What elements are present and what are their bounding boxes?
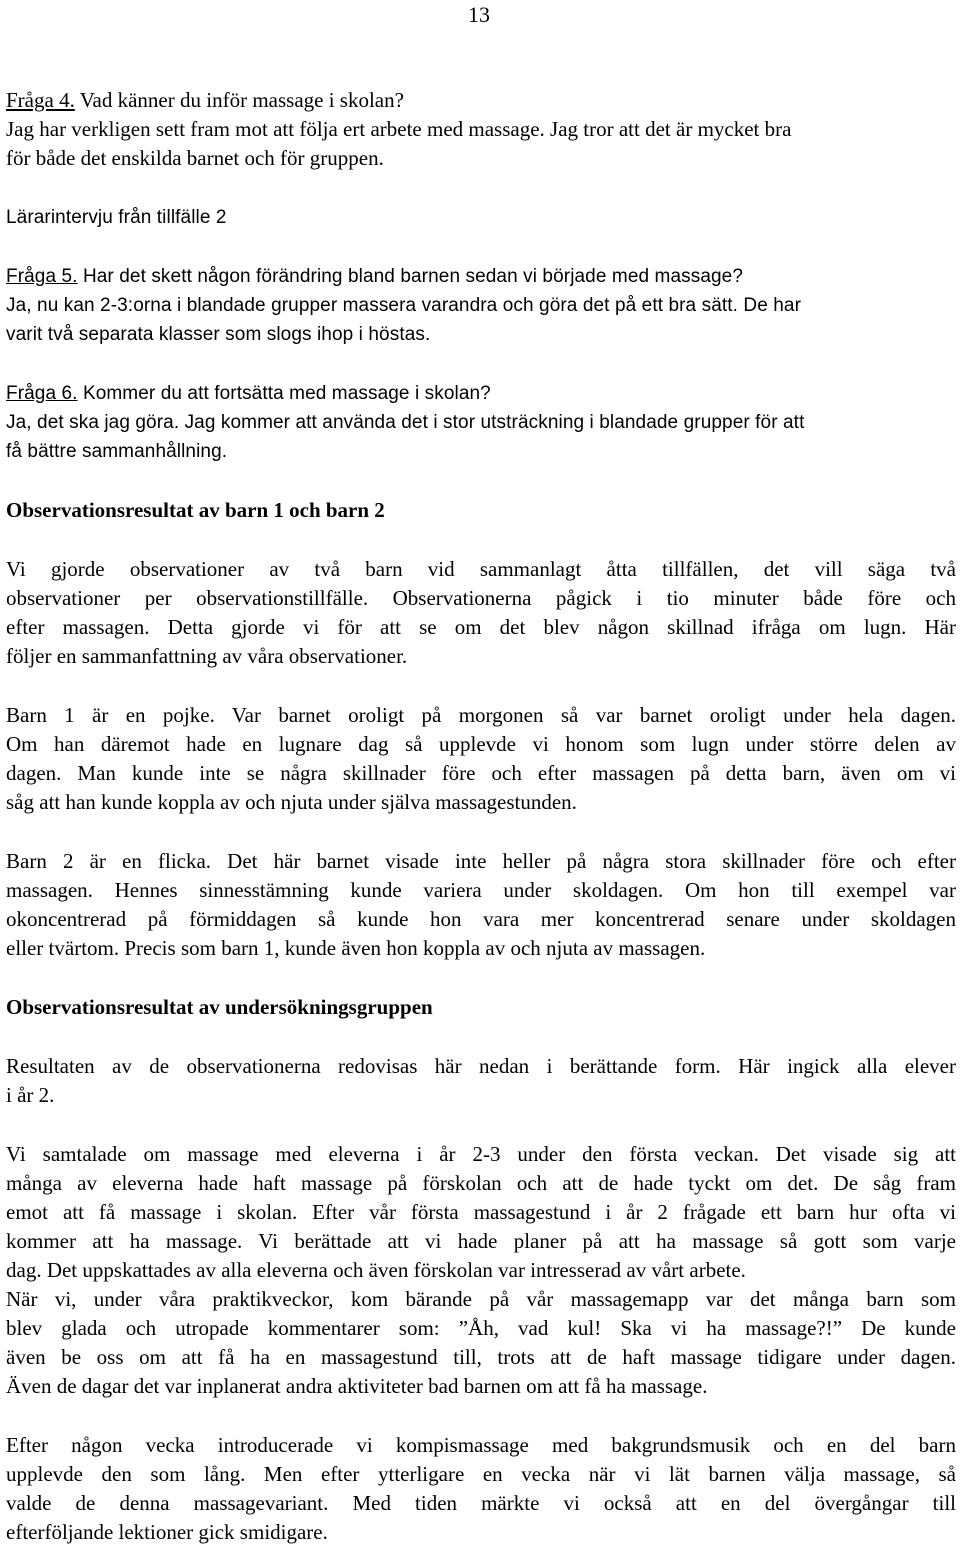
question-6-line <box>6 379 956 408</box>
question-6-label: Fråga 6. <box>6 383 78 404</box>
answer-line: Ja, nu kan 2-3:orna i blandade grupper massera varandra och göra det på ett bra sätt. De har <box>6 295 802 316</box>
section-1-paragraph-3 <box>6 847 956 963</box>
document-body <box>6 86 956 1547</box>
paragraph-line: följer en sammanfattning av våra observationer. <box>6 644 408 668</box>
question-5-text: Har det skett någon förändring bland barnen sedan vi började med massage? <box>77 266 743 287</box>
answer-line: Ja, det ska jag göra. Jag kommer att använda det i stor utsträckning i blandade grupper för att <box>6 412 805 433</box>
paragraph-line: Barn 2 är en flicka. Det här barnet visade inte heller på några stora skillnader före och efter <box>6 849 956 873</box>
answer-line: få bättre sammanhållning. <box>6 441 228 462</box>
paragraph-line: blev glada och utropade kommentarer som: ”Åh, vad kul! Ska vi ha massage?!” De kunde <box>6 1316 956 1340</box>
section-1-heading: Observationsresultat av barn 1 och barn 2 <box>6 498 385 522</box>
answer-line: varit två separata klasser som slogs ihop i höstas. <box>6 324 431 345</box>
paragraph-line: Vi gjorde observationer av två barn vid sammanlagt åtta tillfällen, det vill säga två <box>6 557 956 581</box>
question-5-line <box>6 262 956 291</box>
paragraph-line: När vi, under våra praktikveckor, kom bärande på vår massagemapp var det många barn som <box>6 1287 956 1311</box>
paragraph-line: Resultaten av de observationerna redovisas här nedan i berättande form. Här ingick alla elever <box>6 1054 956 1078</box>
question-4 <box>6 86 956 173</box>
paragraph-line: även be oss om att få ha en massagestund till, trots att de haft massage tidigare under dagen. <box>6 1345 956 1369</box>
page-number: 13 <box>468 2 490 27</box>
section-1-paragraph-2 <box>6 701 956 817</box>
question-4-label: Fråga 4. <box>6 88 75 112</box>
paragraph-line: massagen. Hennes sinnesstämning kunde variera under skoldagen. Om hon till exempel var <box>6 878 956 902</box>
paragraph-line: valde de denna massagevariant. Med tiden märkte vi också att en del övergångar till <box>6 1491 956 1515</box>
paragraph-line: efter massagen. Detta gjorde vi för att se om det blev någon skillnad ifråga om lugn. Här <box>6 615 956 639</box>
paragraph-line: kommer att ha massage. Vi berättade att vi hade planer på att ha massage så gott som varje <box>6 1229 956 1253</box>
section-1-paragraph-1 <box>6 555 956 671</box>
section-2-heading: Observationsresultat av undersökningsgruppen <box>6 995 433 1019</box>
question-5-label: Fråga 5. <box>6 266 78 287</box>
paragraph-line: Om han däremot hade en lugnare dag så upplevde vi honom som lugn under större delen av <box>6 732 956 756</box>
question-6-text: Kommer du att fortsätta med massage i skolan? <box>77 383 491 404</box>
question-4-text: Vad känner du inför massage i skolan? <box>74 88 404 112</box>
paragraph-line: upplevde den som lång. Men efter ytterligare en vecka när vi lät barnen välja massage, så <box>6 1462 956 1486</box>
question-5 <box>6 262 956 349</box>
paragraph-line: i år 2. <box>6 1083 55 1107</box>
paragraph-line: efterföljande lektioner gick smidigare. <box>6 1520 328 1544</box>
paragraph-line: observationer per observationstillfälle. Observationerna pågick i tio minuter både före och <box>6 586 956 610</box>
paragraph-line: eller tvärtom. Precis som barn 1, kunde även hon koppla av och njuta av massagen. <box>6 936 706 960</box>
section-2-paragraph-3 <box>6 1431 956 1547</box>
answer-line: Jag har verkligen sett fram mot att följa ert arbete med massage. Jag tror att det är mycket bra <box>6 117 792 141</box>
paragraph-line: Vi samtalade om massage med eleverna i år 2-3 under den första veckan. Det visade sig att <box>6 1142 956 1166</box>
section-2-paragraph-2 <box>6 1140 956 1401</box>
paragraph-line: Barn 1 är en pojke. Var barnet oroligt på morgonen så var barnet oroligt under hela dagen. <box>6 703 956 727</box>
paragraph-line: såg att han kunde koppla av och njuta under själva massagestunden. <box>6 790 577 814</box>
paragraph-line: Även de dagar det var inplanerat andra aktiviteter bad barnen om att få ha massage. <box>6 1374 708 1398</box>
paragraph-line: många av eleverna hade haft massage på förskolan och att de hade tyckt om det. De såg fram <box>6 1171 956 1195</box>
answer-line: för både det enskilda barnet och för gruppen. <box>6 146 384 170</box>
section-2-paragraph-1 <box>6 1052 956 1110</box>
paragraph-line: dag. Det uppskattades av alla eleverna och även förskolan var intresserad av vårt arbete. <box>6 1258 746 1282</box>
interview-2-heading: Lärarintervju från tillfälle 2 <box>6 207 227 228</box>
question-4-line <box>6 86 956 115</box>
paragraph-line: dagen. Man kunde inte se några skillnader före och efter massagen på detta barn, även om vi <box>6 761 956 785</box>
paragraph-line: emot att få massage i skolan. Efter vår första massagestund i år 2 frågade ett barn hur ofta vi <box>6 1200 956 1224</box>
paragraph-line: okoncentrerad på förmiddagen så kunde hon vara mer koncentrerad senare under skoldagen <box>6 907 956 931</box>
paragraph-line: Efter någon vecka introducerade vi kompismassage med bakgrundsmusik och en del barn <box>6 1433 956 1457</box>
question-6 <box>6 379 956 466</box>
